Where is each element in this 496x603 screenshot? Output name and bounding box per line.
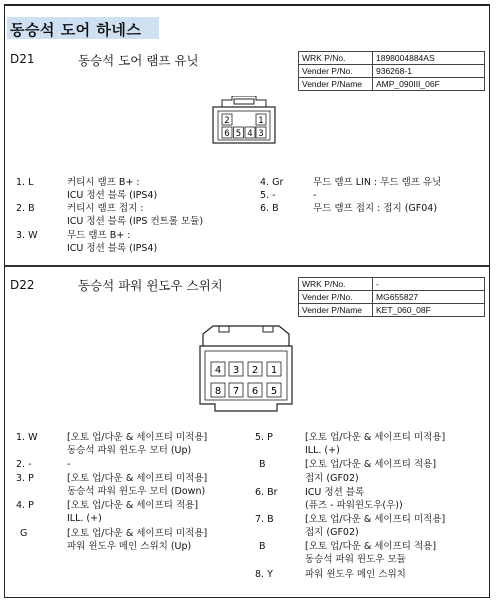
d22-pin-7b-detail: 동승석 파워 윈도우 모듈 [305, 554, 406, 565]
section-divider [5, 265, 489, 267]
d22-pin-6-number: 6. Br [255, 487, 278, 498]
d22-pin-4-detail: ILL. (+) [67, 513, 102, 524]
svg-text:6: 6 [224, 129, 230, 139]
part-key: WRK P/No. [299, 278, 373, 291]
svg-text:3: 3 [232, 365, 240, 376]
d22-pin-7b-desc: [오토 업/다운 & 세이프티 적용] [305, 541, 437, 552]
svg-text:2: 2 [251, 365, 259, 376]
part-value: 936268-1 [373, 65, 485, 78]
d22-pin-1-desc: [오토 업/다운 & 세이프티 미적용] [67, 432, 208, 443]
d21-pin-3-number: 3. W [16, 230, 38, 241]
d21-part-table [298, 51, 485, 91]
d22-pin-8-number: 8. Y [255, 569, 273, 580]
d22-pin-4-desc: [오토 업/다운 & 세이프티 적용] [67, 500, 199, 511]
d22-pin-5b-detail: 접지 (GF02) [305, 473, 359, 484]
d21-pin-2-number: 2. B [16, 203, 35, 214]
d22-pin-3-detail: 동승석 파워 윈도우 모터 (Down) [67, 486, 206, 497]
d22-connector-diagram [197, 322, 295, 414]
part-value: AMP_090III_06F [373, 78, 485, 91]
table-row [299, 65, 485, 78]
d21-pin-5-number: 5. - [260, 190, 276, 201]
d22-pin-5-number: 5. P [255, 432, 273, 443]
d22-pin-4g-number: G [20, 528, 28, 539]
svg-text:7: 7 [232, 386, 240, 397]
svg-text:6: 6 [251, 386, 259, 397]
d21-pin-4-number: 4. Gr [260, 177, 284, 188]
d21-pin-1-desc: 커티시 램프 B+ : [67, 177, 140, 188]
d21-pin-2-detail: ICU 정션 블록 (IPS 컨트롤 모듈) [67, 216, 204, 227]
d22-pin-4g-desc: [오토 업/다운 & 세이프티 미적용] [67, 528, 208, 539]
d22-pin-5b-number: B [259, 459, 266, 470]
d22-pin-2-desc: - [67, 459, 71, 470]
d21-pin-3-detail: ICU 정션 블록 (IPS4) [67, 243, 158, 254]
d22-pin-4-number: 4. P [16, 500, 34, 511]
svg-text:8: 8 [214, 386, 222, 397]
d21-pin-6-desc: 무드 램프 접지 : 접지 (GF04) [313, 203, 438, 214]
part-value: - [373, 278, 485, 291]
part-value: KET_060_08F [373, 304, 485, 317]
svg-text:3: 3 [258, 129, 264, 139]
d22-pin-2-number: 2. - [16, 459, 32, 470]
d22-pin-7-number: 7. B [255, 514, 274, 525]
d22-pin-5-desc: [오토 업/다운 & 세이프티 미적용] [305, 432, 446, 443]
part-value: MG655827 [373, 291, 485, 304]
table-row [299, 278, 485, 291]
d22-pin-7-detail: 접지 (GF02) [305, 527, 359, 538]
d22-pin-7-desc: [오토 업/다운 & 세이프티 미적용] [305, 514, 446, 525]
d21-connector-diagram [212, 96, 276, 146]
table-row [299, 52, 485, 65]
table-row [299, 304, 485, 317]
part-value: 1898004884AS [373, 52, 485, 65]
d22-pin-6-detail: (퓨즈 - 파워윈도우(우)) [305, 500, 403, 511]
part-key: WRK P/No. [299, 52, 373, 65]
d22-part-table [298, 277, 485, 317]
d21-pin-1-number: 1. L [16, 177, 34, 188]
d21-pin-5-desc: - [313, 190, 317, 201]
svg-text:5: 5 [270, 386, 278, 397]
svg-text:2: 2 [224, 116, 230, 126]
d22-pin-5b-desc: [오토 업/다운 & 세이프티 적용] [305, 459, 437, 470]
d22-pin-5-detail: ILL. (+) [305, 445, 340, 456]
d22-pin-1-detail: 동승석 파워 윈도우 모터 (Up) [67, 445, 192, 456]
d22-pin-8-desc: 파워 윈도우 메인 스위치 [305, 569, 406, 580]
d21-pin-1-detail: ICU 정션 블록 (IPS4) [67, 190, 158, 201]
svg-text:5: 5 [235, 129, 242, 139]
d21-connector-name: 동승석 도어 램프 유닛 [78, 53, 199, 68]
part-key: Vender P/No. [299, 291, 373, 304]
svg-text:1: 1 [258, 116, 264, 126]
svg-text:1: 1 [270, 365, 278, 376]
part-key: Vender P/No. [299, 65, 373, 78]
d22-pin-7b-number: B [259, 541, 266, 552]
d22-pin-3-desc: [오토 업/다운 & 세이프티 미적용] [67, 473, 208, 484]
part-key: Vender P/Name [299, 78, 373, 91]
svg-text:4: 4 [214, 365, 222, 376]
svg-text:4: 4 [247, 129, 253, 139]
part-key: Vender P/Name [299, 304, 373, 317]
table-row [299, 78, 485, 91]
table-row [299, 291, 485, 304]
d22-connector-name: 동승석 파워 윈도우 스위치 [78, 278, 223, 293]
page-title: 동승석 도어 하네스 [10, 21, 142, 39]
d21-connector-id: D21 [10, 52, 35, 66]
d21-pin-3-desc: 무드 램프 B+ : [67, 230, 131, 241]
d21-pin-2-desc: 커티시 램프 접지 : [67, 203, 144, 214]
d21-pin-6-number: 6. B [260, 203, 279, 214]
d22-pin-1-number: 1. W [16, 432, 38, 443]
d22-pin-4g-detail: 파워 윈도우 메인 스위치 (Up) [67, 541, 192, 552]
d21-pin-4-desc: 무드 램프 LIN : 무드 램프 유닛 [313, 177, 442, 188]
d22-pin-6-desc: ICU 정션 블록 [305, 487, 365, 498]
d22-connector-id: D22 [10, 278, 35, 292]
d22-pin-3-number: 3. P [16, 473, 34, 484]
